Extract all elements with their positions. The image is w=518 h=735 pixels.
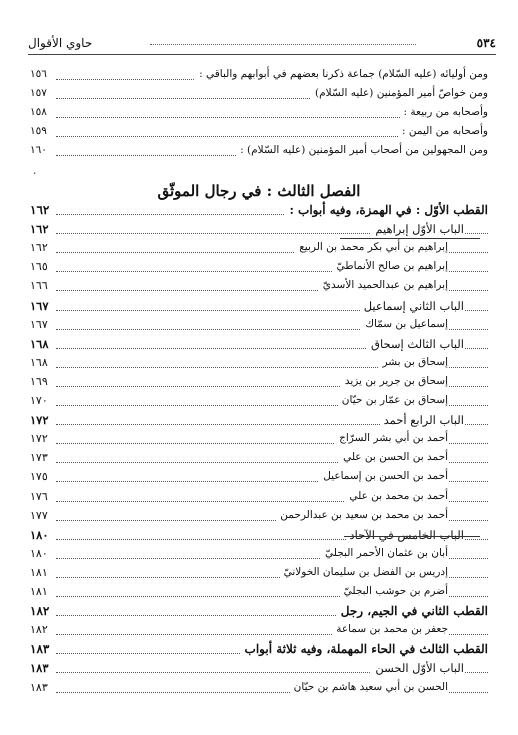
heading-underline: [344, 536, 480, 537]
toc-entry: [30, 432, 488, 450]
entry-page: ١٦٧: [30, 318, 51, 331]
entry-label: الباب الرابع أحمد: [380, 413, 464, 427]
entry-label: إسحاق بن جرير بن يزيد: [341, 375, 448, 387]
heading-underline: [340, 238, 480, 239]
entry-label: أحمد بن الحسن بن إسماعيل: [319, 470, 448, 482]
entry-page: ١٨٣: [30, 642, 52, 656]
entry-page: ١٦٧: [30, 299, 52, 313]
entry-page: ١٥٦: [30, 68, 50, 80]
entry-label: إسحاق بن عمّار بن حيّان: [338, 394, 448, 406]
entry-label: إسماعيل بن سمّاك: [361, 318, 448, 330]
page-number: ٥٣٤: [476, 36, 496, 50]
toc-chapter: [30, 661, 488, 679]
entry-page: ١٦٢: [30, 222, 52, 236]
entry-page: ١٦٨: [30, 356, 51, 369]
entry-label: وأصحابه من ربيعة :: [400, 106, 488, 118]
entry-page: ١٨١: [30, 566, 51, 579]
entry-page: ١٧٦: [30, 490, 51, 503]
toc-entry: [30, 470, 488, 488]
entry-page: ١٨٣: [30, 661, 52, 675]
intro-entry: [30, 125, 488, 143]
entry-page: ١٧٧: [30, 509, 51, 522]
intro-entry: [30, 68, 488, 86]
entry-page: ١٨١: [30, 585, 51, 598]
toc-entry: [30, 681, 488, 699]
entry-label: الباب الأوّل إبراهيم: [371, 222, 464, 236]
entry-label: أحمد بن محمد بن سعيد بن عبدالرحمن: [276, 509, 448, 521]
intro-entry: [30, 144, 488, 162]
entry-label: إبراهيم بن أبي بكر محمد بن الربيع: [295, 241, 448, 253]
entry-label: أضرم بن حوشب البجليّ: [340, 585, 448, 597]
toc-entry: [30, 547, 488, 565]
entry-page: ١٨٣: [30, 681, 51, 694]
toc-entry: [30, 318, 488, 336]
entry-page: ١٦٢: [30, 203, 52, 217]
entry-page: ١٧٢: [30, 413, 52, 427]
entry-label: أبان بن عثمان الأحمر البجليّ: [321, 547, 448, 559]
toc-entry: [30, 279, 488, 297]
entry-label: إسحاق بن بشر: [378, 356, 448, 368]
chapter-title: الفصل الثالث : في رجال الموثّق: [157, 182, 361, 200]
entry-label: القطب الثاني في الجيم، رجل: [337, 604, 488, 618]
entry-page: ١٨٠: [30, 547, 51, 560]
toc-entry: [30, 375, 488, 393]
entry-label: ومن خواصّ أمير المؤمنين (عليه السّلام): [311, 87, 488, 99]
toc-entry: [30, 451, 488, 469]
entry-page: ١٥٩: [30, 125, 50, 137]
entry-label: القطب الثالث في الحاء المهملة، وفيه ثلاثة أبواب: [241, 642, 488, 656]
stray-mark: ٠: [32, 168, 38, 179]
entry-label: الحسن بن أبي سعيد هاشم بن حيّان: [290, 681, 448, 693]
entry-label: أحمد بن أبي بشر السرّاج: [335, 432, 448, 444]
entry-label: الباب الثالث إسحاق: [367, 337, 464, 351]
toc-section: [30, 604, 488, 622]
entry-page: ١٦٨: [30, 337, 52, 351]
entry-page: ١٨٢: [30, 604, 52, 618]
entry-page: ١٦٦: [30, 279, 51, 292]
entry-label: ومن المجهولين من أصحاب أمير المؤمنين (عليه السّلام) :: [236, 144, 488, 156]
toc-entry: [30, 566, 488, 584]
entry-page: ١٨٠: [30, 528, 52, 542]
entry-label: أحمد بن محمد بن علي: [345, 490, 448, 502]
entry-label: الباب الخامس في الآحاد: [346, 528, 464, 542]
entry-label: الباب الثاني إسماعيل: [360, 299, 464, 313]
toc-section: [30, 203, 488, 221]
entry-label: وأصحابه من اليمن :: [398, 125, 488, 137]
toc-chapter: [30, 337, 488, 355]
entry-page: ١٨٢: [30, 623, 51, 636]
entry-page: ١٧٥: [30, 470, 51, 483]
entry-label: ومن أوليائه (عليه السّلام) جماعة ذكرنا بعضهم في أبوابهم والباقي :: [195, 68, 488, 80]
header-dots: [150, 44, 416, 45]
entry-page: ١٦٠: [30, 144, 50, 156]
entry-label: إبراهيم بن عبدالحميد الأسديّ: [319, 279, 448, 291]
toc-chapter: [30, 413, 488, 431]
book-title: حاوي الأقوال: [28, 36, 93, 50]
toc-entry: [30, 509, 488, 527]
entry-page: ١٦٥: [30, 260, 51, 273]
entry-label: جعفر بن محمد بن سماعة: [332, 623, 448, 635]
toc-entry: [30, 260, 488, 278]
page-header: [28, 34, 496, 55]
toc-entry: [30, 394, 488, 412]
toc-entry: [30, 241, 488, 259]
entry-label: إبراهيم بن صالح الأنماطيّ: [333, 260, 448, 272]
entry-page: ١٦٢: [30, 241, 51, 254]
entry-page: ١٥٨: [30, 106, 50, 118]
entry-label: أحمد بن الحسن بن علي: [339, 451, 448, 463]
toc-entry: [30, 585, 488, 603]
intro-entry: [30, 87, 488, 105]
intro-entry: [30, 106, 488, 124]
entry-page: ١٧٣: [30, 451, 51, 464]
entry-page: ١٦٩: [30, 375, 51, 388]
toc-entry: [30, 623, 488, 641]
entry-page: ١٥٧: [30, 87, 50, 99]
toc-section: [30, 642, 488, 660]
entry-page: ١٧٢: [30, 432, 51, 445]
toc-entry: [30, 356, 488, 374]
toc-chapter: [30, 299, 488, 317]
entry-label: القطب الأوّل : في الهمزة، وفيه أبواب :: [285, 203, 488, 217]
toc-entry: [30, 490, 488, 508]
entry-page: ١٧٠: [30, 394, 51, 407]
entry-label: الباب الأوّل الحسن: [371, 661, 464, 675]
entry-label: إدريس بن الفضل بن سليمان الخولانيّ: [280, 566, 448, 578]
